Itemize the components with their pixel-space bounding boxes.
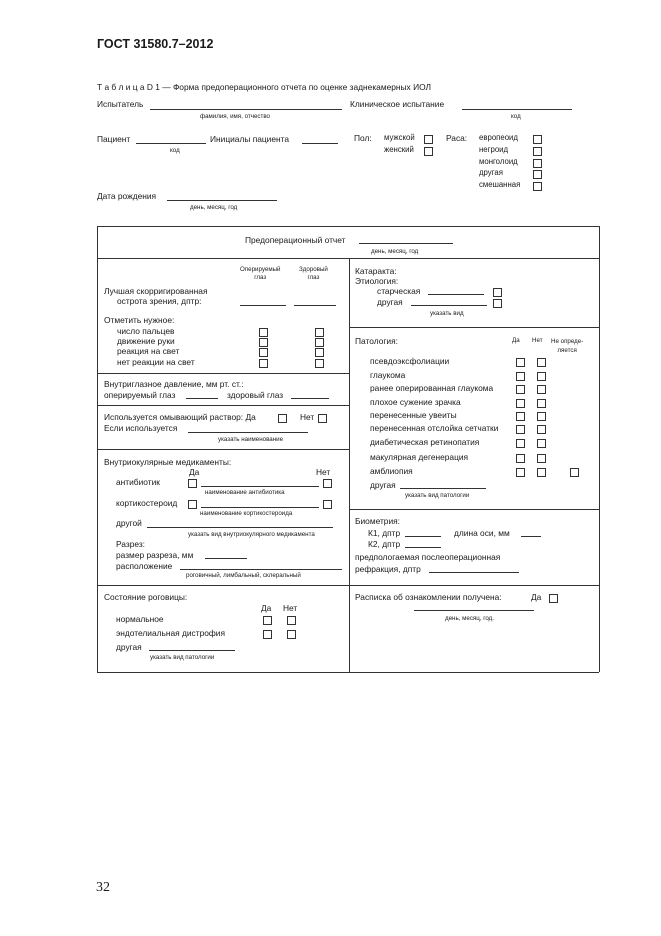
col-operated-eye: Оперируемый глаз <box>240 266 281 281</box>
consent-yes-checkbox[interactable] <box>549 594 558 603</box>
patient-label: Пациент <box>97 134 131 144</box>
senile-checkbox[interactable] <box>493 288 502 297</box>
acuity-operated-checkbox[interactable] <box>259 348 268 357</box>
antibiotic-caption: наименование антибиотика <box>205 489 285 496</box>
acuity-healthy-checkbox[interactable] <box>315 338 324 347</box>
consent-text: Расписка об ознакомлении получена: <box>355 592 502 602</box>
pathology-item: перенесенные увеиты <box>370 410 457 420</box>
acuity-option: число пальцев <box>117 326 175 336</box>
senile-field[interactable] <box>428 294 484 295</box>
section-divider <box>97 405 349 406</box>
pressure-operated-field[interactable] <box>186 398 218 399</box>
cataract-caption: указать вид <box>430 310 464 317</box>
incision-size-field[interactable] <box>205 558 247 559</box>
table-border-right <box>599 226 600 672</box>
pathology-yes-checkbox[interactable] <box>516 358 525 367</box>
antibiotic-no-checkbox[interactable] <box>323 479 332 488</box>
pathology-item: плохое сужение зрачка <box>370 397 461 407</box>
irrigation-question: Используется омывающий раствор: Да <box>104 412 256 422</box>
incision-label: Разрез: <box>116 539 146 549</box>
table-caption: Т а б л и ц а D 1 — Форма предоперационного отчета по оценке заднекамерных ИОЛ <box>97 82 432 92</box>
incision-location-field[interactable] <box>180 569 342 570</box>
pathology-item: диабетическая ретинопатия <box>370 437 480 447</box>
pathology-yes-checkbox[interactable] <box>516 468 525 477</box>
cornea-item: нормальное <box>116 614 164 624</box>
pathology-no-checkbox[interactable] <box>537 412 546 421</box>
medications-yes-label: Да <box>189 467 200 477</box>
pathology-yes-checkbox[interactable] <box>516 454 525 463</box>
acuity-operated-checkbox[interactable] <box>259 359 268 368</box>
table-border-top <box>97 226 599 227</box>
race-option: другая <box>479 168 503 177</box>
race-checkbox[interactable] <box>533 147 542 156</box>
pathology-col-yes: Да <box>512 337 520 344</box>
sex-female-checkbox[interactable] <box>424 147 433 156</box>
sex-male-checkbox[interactable] <box>424 135 433 144</box>
biometry-title: Биометрия: <box>355 516 401 526</box>
acuity-operated-field[interactable] <box>240 305 286 306</box>
etiology-label: Этиология: <box>355 276 399 286</box>
report-title: Предоперационный отчет <box>245 235 346 245</box>
pathology-undetermined-checkbox[interactable] <box>570 468 579 477</box>
acuity-option: реакция на свет <box>117 346 180 356</box>
trial-label: Клиническое испытание <box>350 99 445 109</box>
cornea-other-field[interactable] <box>149 650 235 651</box>
cornea-no-label: Нет <box>283 603 298 613</box>
sex-label: Пол: <box>354 133 372 143</box>
patient-code-caption: код <box>170 147 180 154</box>
acuity-title-line2: острота зрения, дптр: <box>117 296 202 306</box>
pathology-yes-checkbox[interactable] <box>516 425 525 434</box>
pressure-healthy-field[interactable] <box>291 398 329 399</box>
pressure-title: Внутриглазное давление, мм рт. ст.: <box>104 379 244 389</box>
trial-code-caption: код <box>511 113 521 120</box>
incision-location-label: расположение <box>116 561 173 571</box>
pathology-yes-checkbox[interactable] <box>516 385 525 394</box>
cornea-yes-checkbox[interactable] <box>263 630 272 639</box>
acuity-option: нет реакции на свет <box>117 357 195 367</box>
cornea-caption: указать вид патологии <box>150 654 215 661</box>
k1-label: К1, дптр <box>368 528 401 538</box>
refraction-label-line1: предпологаемая послеоперационная <box>355 552 501 562</box>
consent-date-field[interactable] <box>414 610 534 611</box>
steroid-label: кортикостероид <box>116 498 178 508</box>
race-option: монголоид <box>479 157 518 166</box>
pathology-yes-checkbox[interactable] <box>516 412 525 421</box>
cornea-yes-checkbox[interactable] <box>263 616 272 625</box>
race-checkbox[interactable] <box>533 182 542 191</box>
pathology-no-checkbox[interactable] <box>537 454 546 463</box>
initials-field[interactable] <box>302 143 338 144</box>
tester-label: Испытатель <box>97 99 144 109</box>
sex-female-label: женский <box>384 145 414 154</box>
k2-label: К2, дптр <box>368 539 401 549</box>
cataract-other-field[interactable] <box>411 305 487 306</box>
pathology-no-checkbox[interactable] <box>537 399 546 408</box>
sex-male-label: мужской <box>384 133 415 142</box>
irrigation-if-used-label: Если используется <box>104 423 178 433</box>
medications-title: Внутриокулярные медикаменты: <box>104 457 232 467</box>
pathology-other-field[interactable] <box>400 488 486 489</box>
race-checkbox[interactable] <box>533 170 542 179</box>
mark-needed-label: Отметить нужное: <box>104 315 175 325</box>
race-option: смешанная <box>479 180 521 189</box>
race-label: Раса: <box>446 133 468 143</box>
table-column-divider <box>349 258 350 672</box>
k2-field[interactable] <box>405 547 441 548</box>
cornea-no-checkbox[interactable] <box>287 616 296 625</box>
section-divider <box>349 327 599 328</box>
initials-label: Инициалы пациента <box>210 134 290 144</box>
irrigation-name-field[interactable] <box>188 432 308 433</box>
col-healthy-eye: Здоровый глаз <box>299 266 328 281</box>
pathology-item: перенесенная отслойка сетчатки <box>370 423 499 433</box>
race-checkbox[interactable] <box>533 159 542 168</box>
irrigation-caption: указать наименование <box>218 436 284 443</box>
incision-location-caption: роговичный, лимбальный, склеральный <box>186 572 301 579</box>
table-divider <box>97 258 599 259</box>
section-divider <box>97 449 349 450</box>
acuity-healthy-checkbox[interactable] <box>315 328 324 337</box>
pressure-operated-label: оперируемый глаз <box>104 390 176 400</box>
other-medication-field[interactable] <box>147 527 333 528</box>
steroid-yes-checkbox[interactable] <box>188 500 197 509</box>
pathology-yes-checkbox[interactable] <box>516 439 525 448</box>
consent-date-caption: день, месяц, год. <box>445 615 495 622</box>
refraction-label-line2: рефракция, дптр <box>355 564 421 574</box>
axis-field[interactable] <box>521 536 541 537</box>
report-date-caption: день, месяц, год <box>371 248 419 255</box>
pathology-yes-checkbox[interactable] <box>516 399 525 408</box>
trial-field[interactable] <box>462 109 572 110</box>
report-date-field[interactable] <box>359 243 453 244</box>
pathology-item: псевдоэксфолиации <box>370 356 450 366</box>
section-divider <box>97 585 349 586</box>
acuity-option: движение руки <box>117 336 175 346</box>
irrigation-yes-checkbox[interactable] <box>278 414 287 423</box>
pathology-item: ранее оперированная глаукома <box>370 383 494 393</box>
pathology-col-no: Нет <box>532 337 543 344</box>
pathology-no-checkbox[interactable] <box>537 358 546 367</box>
steroid-name-field[interactable] <box>201 507 319 508</box>
cornea-no-checkbox[interactable] <box>287 630 296 639</box>
patient-field[interactable] <box>136 143 206 144</box>
race-option: негроид <box>479 145 509 154</box>
k1-field[interactable] <box>405 536 441 537</box>
tester-caption: фамилия, имя, отчество <box>200 113 270 120</box>
page-number: 32 <box>96 880 110 895</box>
acuity-title-line1: Лучшая скорригированная <box>104 286 208 296</box>
pathology-no-checkbox[interactable] <box>537 468 546 477</box>
pathology-no-checkbox[interactable] <box>537 439 546 448</box>
race-checkbox[interactable] <box>533 135 542 144</box>
irrigation-no-checkbox[interactable] <box>318 414 327 423</box>
acuity-healthy-checkbox[interactable] <box>315 359 324 368</box>
pathology-no-checkbox[interactable] <box>537 372 546 381</box>
irrigation-no-label: Нет <box>300 412 315 422</box>
section-divider <box>349 585 599 586</box>
antibiotic-yes-checkbox[interactable] <box>188 479 197 488</box>
acuity-operated-checkbox[interactable] <box>259 338 268 347</box>
consent-yes-label: Да <box>531 592 542 602</box>
table-border-bottom <box>97 672 599 673</box>
cataract-other-label: другая <box>377 297 403 307</box>
section-divider <box>349 509 599 510</box>
cornea-item: другая <box>116 642 142 652</box>
pressure-healthy-label: здоровый глаз <box>227 390 284 400</box>
cornea-item: эндотелиальная дистрофия <box>116 628 226 638</box>
cornea-yes-label: Да <box>261 603 272 613</box>
other-medication-caption: указать вид внутриокулярного медикамента <box>188 531 315 538</box>
pathology-other-label: другая <box>370 480 396 490</box>
acuity-operated-checkbox[interactable] <box>259 328 268 337</box>
pathology-col-undetermined: Не опреде- ляется <box>551 338 584 354</box>
cataract-title: Катаракта: <box>355 266 397 276</box>
section-divider <box>97 373 349 374</box>
pathology-item: амблиопия <box>370 466 413 476</box>
pathology-no-checkbox[interactable] <box>537 385 546 394</box>
pathology-item: макулярная дегенерация <box>370 452 469 462</box>
document-title: ГОСТ 31580.7–2012 <box>97 37 214 51</box>
tester-field[interactable] <box>150 109 342 110</box>
axis-label: длина оси, мм <box>454 528 510 538</box>
refraction-field[interactable] <box>429 572 519 573</box>
medications-no-label: Нет <box>316 467 331 477</box>
steroid-no-checkbox[interactable] <box>323 500 332 509</box>
dob-field[interactable] <box>167 200 277 201</box>
pathology-caption: указать вид патологии <box>405 492 470 499</box>
pathology-no-checkbox[interactable] <box>537 425 546 434</box>
antibiotic-label: антибиотик <box>116 477 160 487</box>
dob-caption: день, месяц, год <box>190 204 238 211</box>
pathology-item: глаукома <box>370 370 406 380</box>
senile-label: старческая <box>377 286 421 296</box>
steroid-caption: наименование кортикостероида <box>200 510 293 517</box>
acuity-healthy-checkbox[interactable] <box>315 348 324 357</box>
incision-size-label: размер разреза, мм <box>116 550 194 560</box>
pathology-yes-checkbox[interactable] <box>516 372 525 381</box>
other-medication-label: другой <box>116 518 142 528</box>
cataract-other-checkbox[interactable] <box>493 299 502 308</box>
cornea-title: Состояние роговицы: <box>104 592 188 602</box>
dob-label: Дата рождения <box>97 191 157 201</box>
antibiotic-name-field[interactable] <box>201 486 319 487</box>
acuity-healthy-field[interactable] <box>294 305 336 306</box>
race-option: европеоид <box>479 133 518 142</box>
pathology-title: Патология: <box>355 336 398 346</box>
